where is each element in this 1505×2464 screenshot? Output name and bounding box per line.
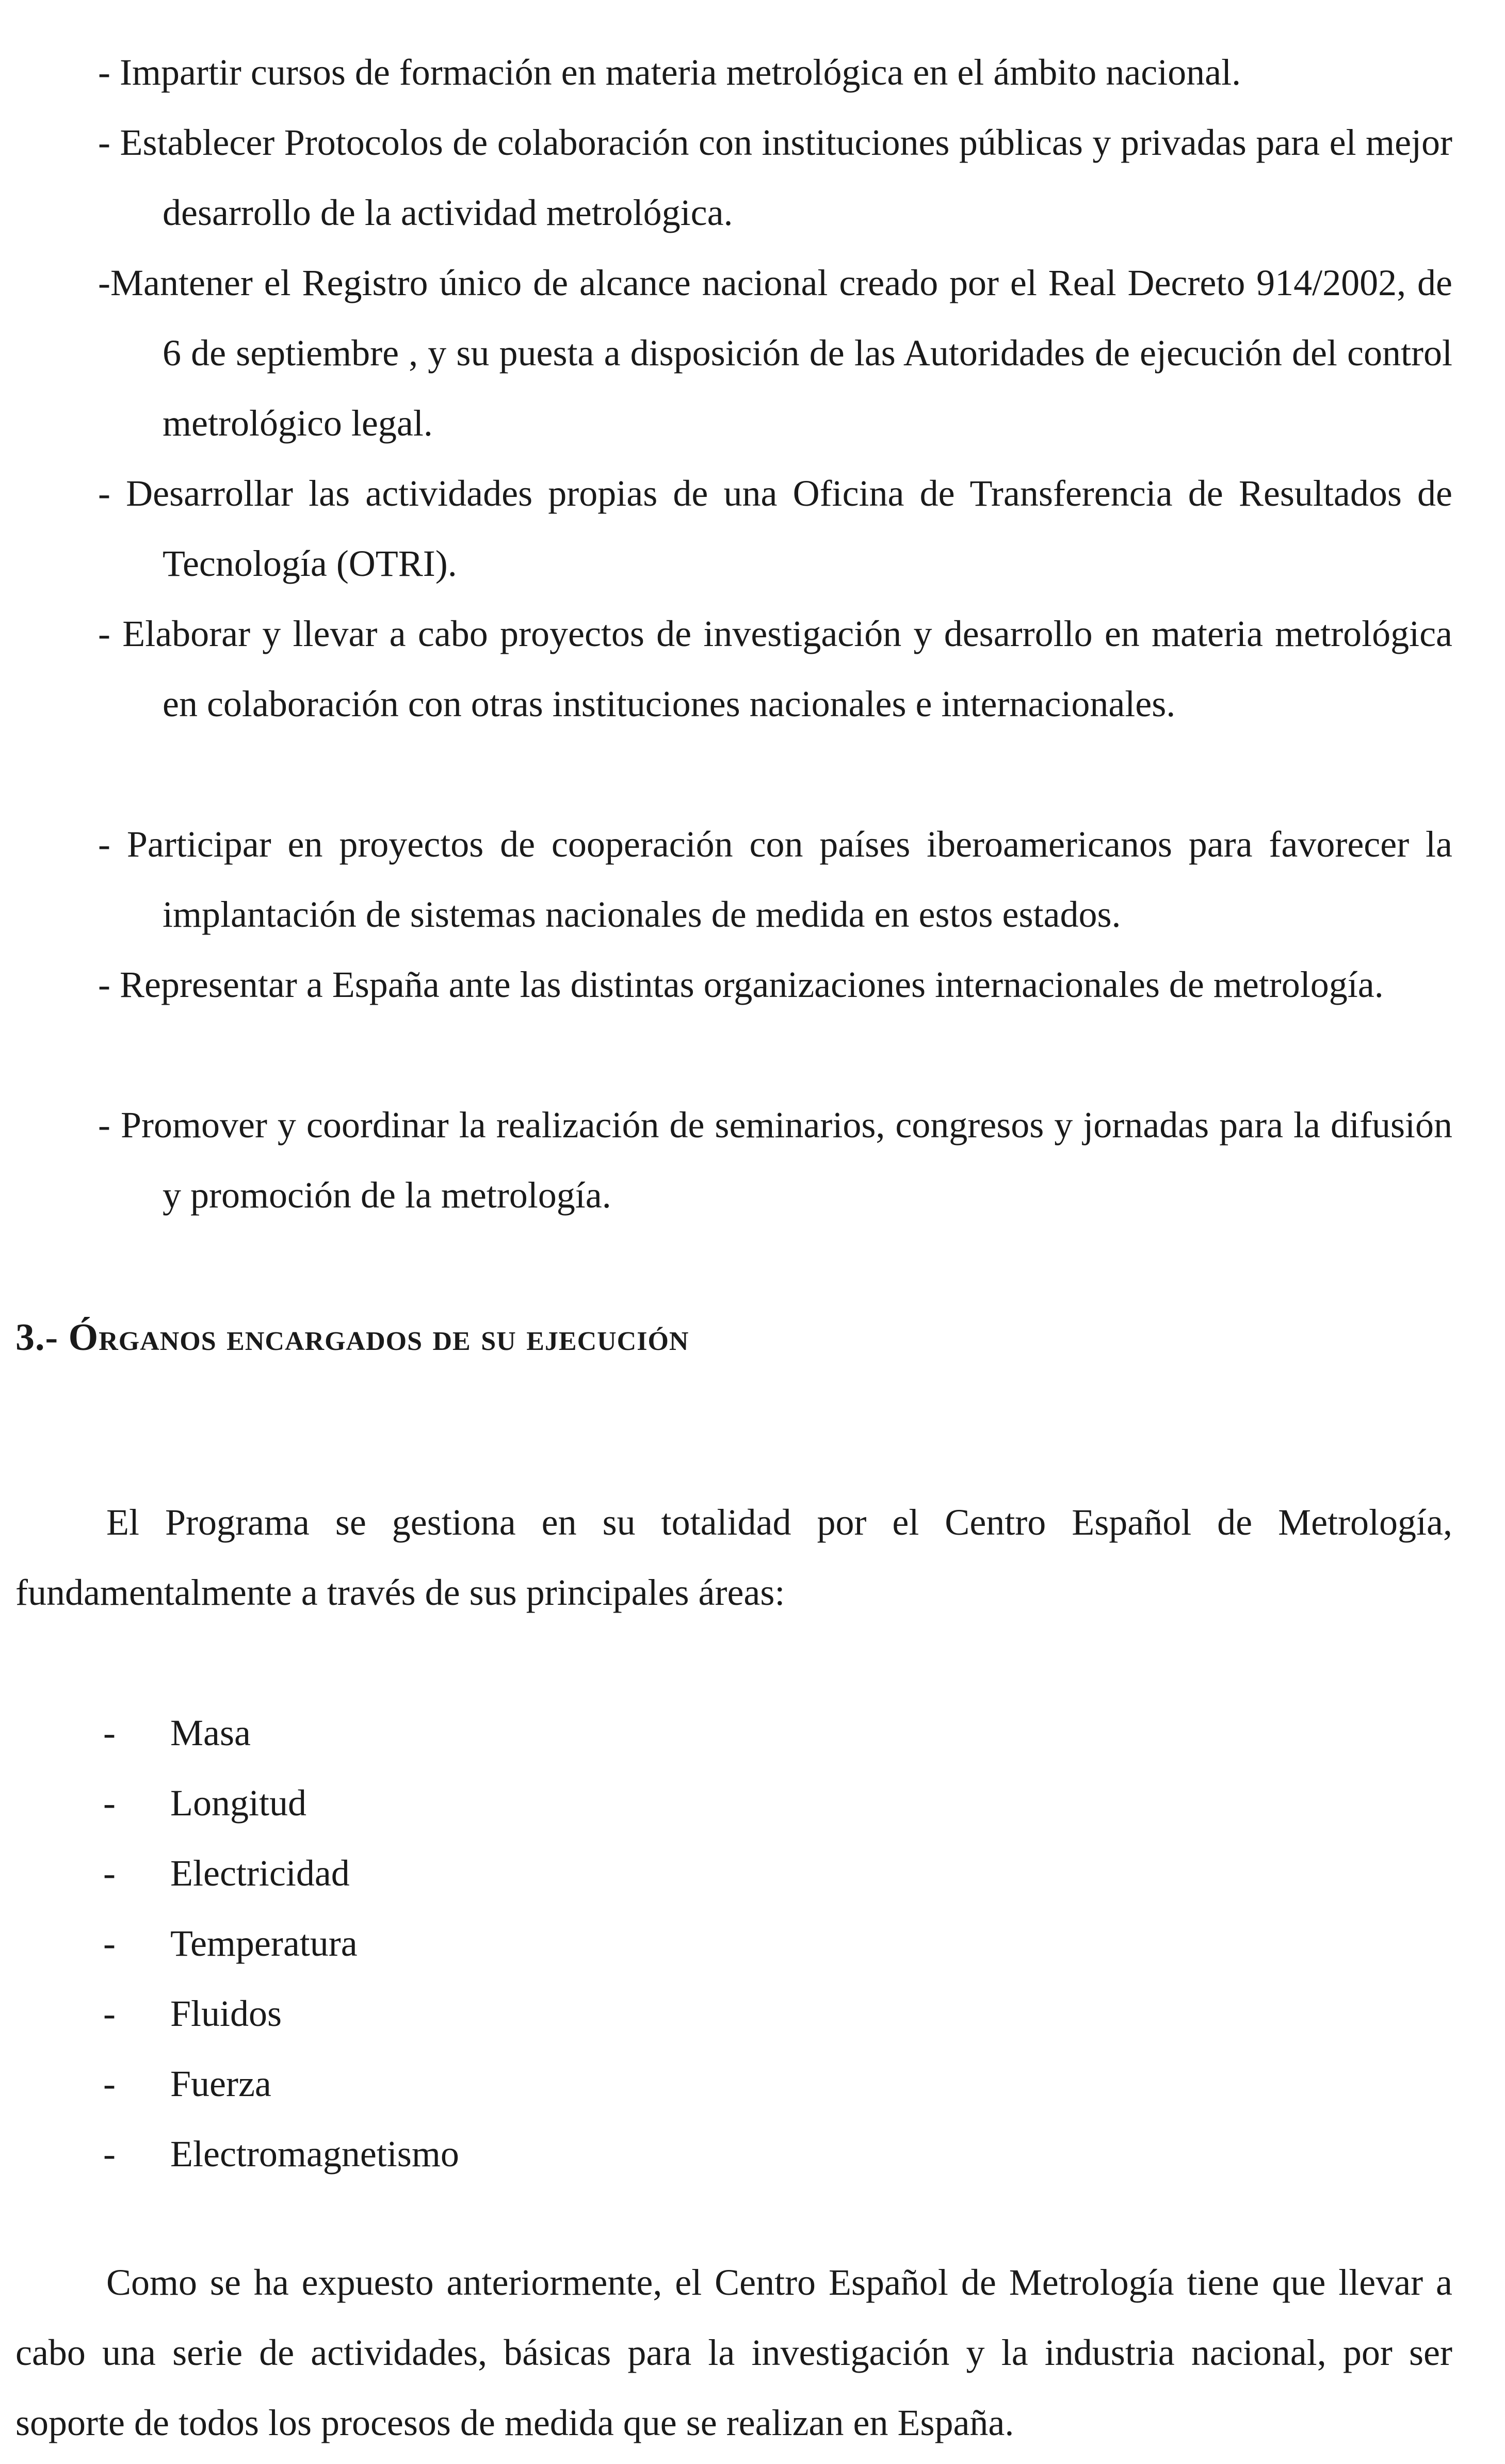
list-item: - Masa [103,1698,459,1768]
objective-item: - Participar en proyectos de cooperación con países iberoamericanos para favorecer la implantación de sistemas nacionales de medida en estos estados. [98,824,1452,935]
area-label: Electricidad [170,1853,350,1894]
area-label: Fuerza [170,2063,271,2104]
objective-item: - Desarrollar las actividades propias de una Oficina de Transferencia de Resultados de Tecnología (OTRI). [98,473,1452,584]
intro-paragraph: El Programa se gestiona en su totalidad por el Centro Español de Metrología, fundamentalmente a través de sus principales áreas: [15,1502,1452,1613]
list-item: - Electricidad [103,1838,459,1908]
areas-list [103,1698,459,2189]
objective-item: - Promover y coordinar la realización de seminarios, congresos y jornadas para la difusión y promoción de la metrología. [98,1104,1452,1216]
objective-item: - Representar a España ante las distintas organizaciones internacionales de metrología. [98,964,1384,1005]
closing-paragraph: Como se ha expuesto anteriormente, el Centro Español de Metrología tiene que llevar a cabo una serie de actividades, básicas para la investigación y la industria nacional, por ser soporte de todos los procesos de medida que se realizan en España. [15,2262,1452,2443]
area-label: Electromagnetismo [170,2133,459,2175]
section-heading: 3.- Órganos encargados de su ejecución [15,1316,689,1359]
objective-item: -Mantener el Registro único de alcance nacional creado por el Real Decreto 914/2002, de 6 de septiembre , y su puesta a disposición de las Autoridades de ejecución del control metrológico legal. [98,262,1452,444]
list-item: - Longitud [103,1768,459,1838]
area-label: Fluidos [170,1993,282,2034]
objective-item: - Establecer Protocolos de colaboración con instituciones públicas y privadas para el mejor desarrollo de la actividad metrológica. [98,122,1452,233]
area-label: Masa [170,1712,251,1753]
objective-item: - Impartir cursos de formación en materia metrológica en el ámbito nacional. [98,52,1241,93]
area-label: Longitud [170,1782,306,1824]
list-item: - Temperatura [103,1908,459,1978]
list-item: - Electromagnetismo [103,2119,459,2189]
list-item: - Fuerza [103,2049,459,2119]
objective-item: - Elaborar y llevar a cabo proyectos de investigación y desarrollo en materia metrológica en colaboración con otras instituciones nacionales e internacionales. [98,613,1452,724]
area-label: Temperatura [170,1923,358,1964]
list-item: - Fluidos [103,1978,459,2049]
